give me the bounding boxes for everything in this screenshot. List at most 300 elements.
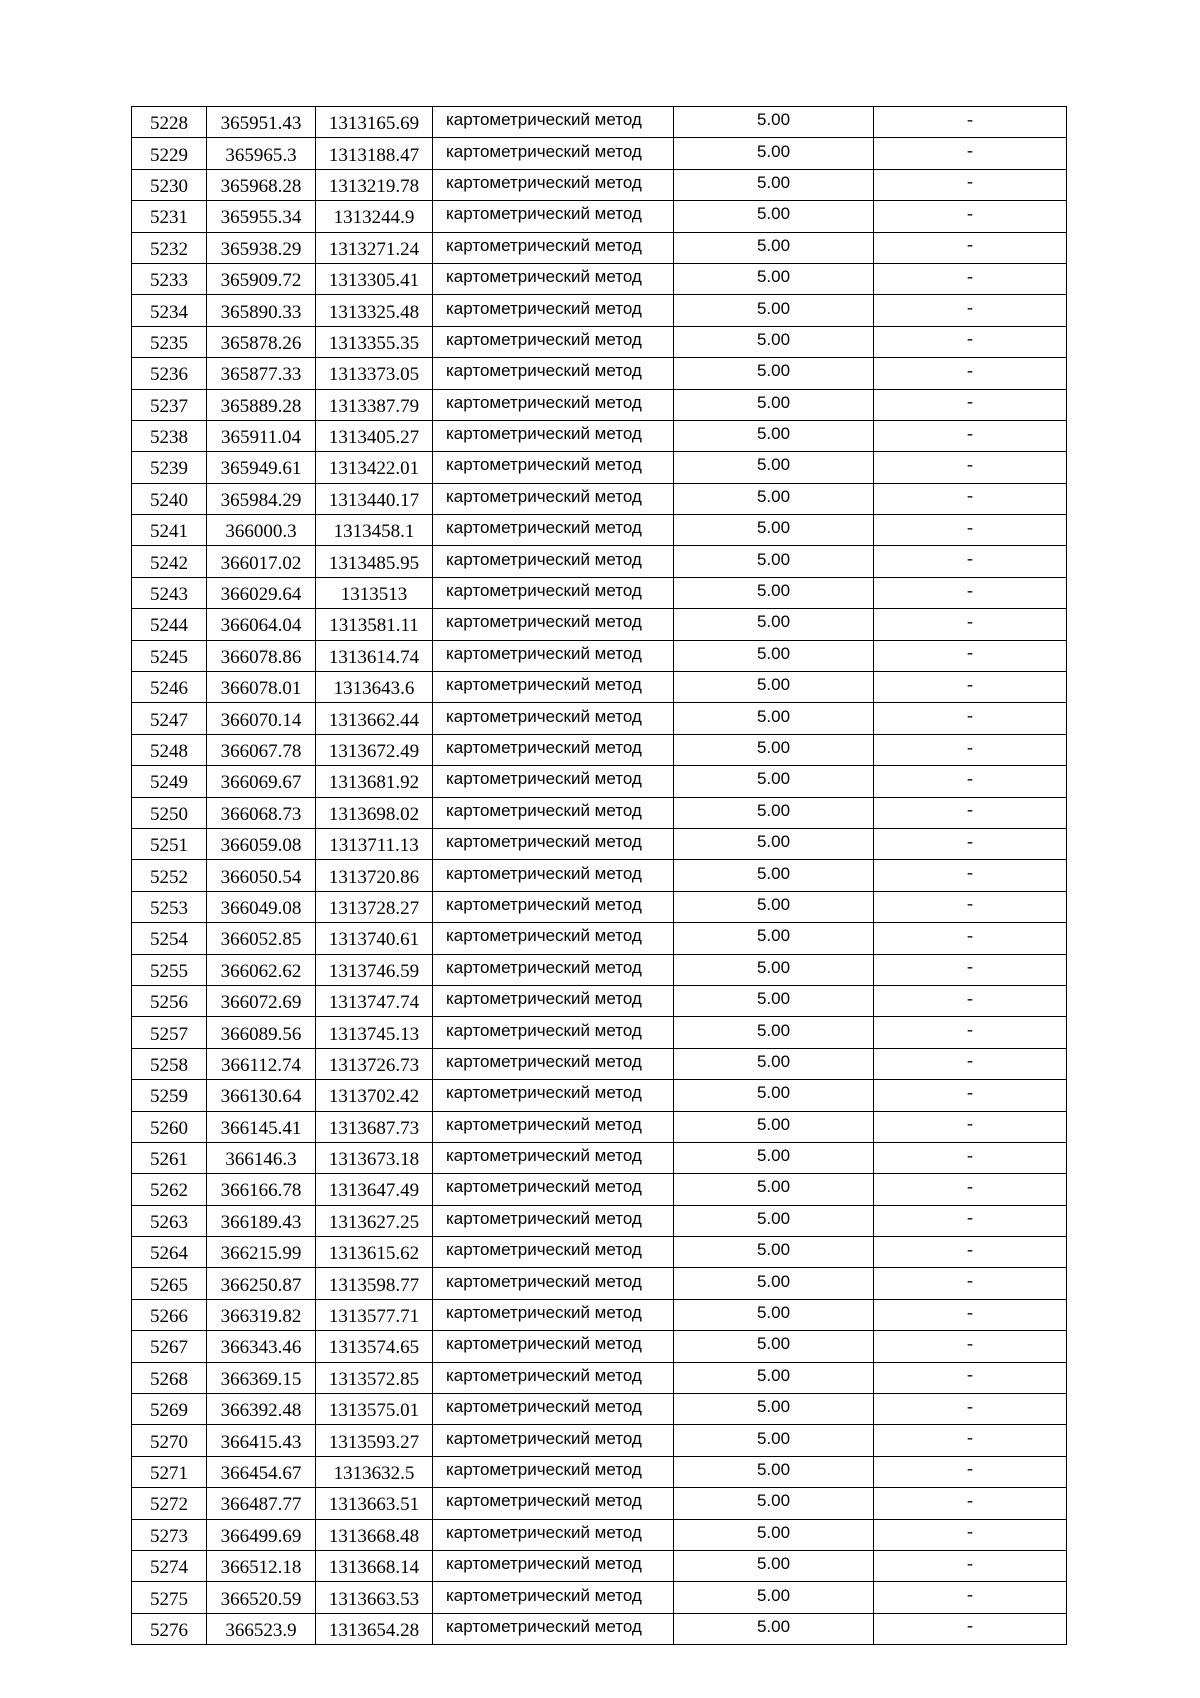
note-cell: - [874,515,1067,546]
table-row [132,515,1067,546]
x-coordinate-cell: 365965.3 [207,138,316,169]
precision-cell: 5.00 [674,1205,874,1236]
method-cell: картометрический метод [433,1362,674,1393]
precision-cell: 5.00 [674,483,874,514]
x-coordinate-cell: 366062.62 [207,954,316,985]
point-number-cell: 5253 [132,891,207,922]
note-cell: - [874,703,1067,734]
y-coordinate-cell: 1313165.69 [316,107,433,138]
method-cell: картометрический метод [433,703,674,734]
note-cell: - [874,107,1067,138]
table-row [132,734,1067,765]
method-cell: картометрический метод [433,1425,674,1456]
point-number-cell: 5249 [132,766,207,797]
table-row [132,1048,1067,1079]
table-row [132,1299,1067,1330]
point-number-cell: 5229 [132,138,207,169]
precision-cell: 5.00 [674,1142,874,1173]
y-coordinate-cell: 1313647.49 [316,1174,433,1205]
table-row [132,546,1067,577]
x-coordinate-cell: 365911.04 [207,420,316,451]
table-row [132,672,1067,703]
note-cell: - [874,860,1067,891]
note-cell: - [874,546,1067,577]
point-number-cell: 5266 [132,1299,207,1330]
method-cell: картометрический метод [433,515,674,546]
note-cell: - [874,766,1067,797]
note-cell: - [874,1550,1067,1581]
x-coordinate-cell: 366067.78 [207,734,316,765]
note-cell: - [874,295,1067,326]
precision-cell: 5.00 [674,232,874,263]
x-coordinate-cell: 366215.99 [207,1237,316,1268]
precision-cell: 5.00 [674,1394,874,1425]
method-cell: картометрический метод [433,1582,674,1613]
y-coordinate-cell: 1313720.86 [316,860,433,891]
y-coordinate-cell: 1313614.74 [316,640,433,671]
y-coordinate-cell: 1313711.13 [316,828,433,859]
y-coordinate-cell: 1313673.18 [316,1142,433,1173]
point-number-cell: 5246 [132,672,207,703]
method-cell: картометрический метод [433,766,674,797]
method-cell: картометрический метод [433,672,674,703]
x-coordinate-cell: 365951.43 [207,107,316,138]
precision-cell: 5.00 [674,295,874,326]
method-cell: картометрический метод [433,1017,674,1048]
note-cell: - [874,1425,1067,1456]
table-row [132,703,1067,734]
y-coordinate-cell: 1313219.78 [316,169,433,200]
method-cell: картометрический метод [433,107,674,138]
y-coordinate-cell: 1313632.5 [316,1456,433,1487]
method-cell: картометрический метод [433,138,674,169]
y-coordinate-cell: 1313325.48 [316,295,433,326]
point-number-cell: 5247 [132,703,207,734]
table-row [132,640,1067,671]
x-coordinate-cell: 365984.29 [207,483,316,514]
method-cell: картометрический метод [433,797,674,828]
point-number-cell: 5265 [132,1268,207,1299]
table-row [132,1613,1067,1644]
precision-cell: 5.00 [674,1017,874,1048]
method-cell: картометрический метод [433,452,674,483]
precision-cell: 5.00 [674,546,874,577]
precision-cell: 5.00 [674,107,874,138]
point-number-cell: 5244 [132,609,207,640]
x-coordinate-cell: 365949.61 [207,452,316,483]
x-coordinate-cell: 366487.77 [207,1488,316,1519]
precision-cell: 5.00 [674,766,874,797]
table-row [132,1142,1067,1173]
precision-cell: 5.00 [674,860,874,891]
y-coordinate-cell: 1313654.28 [316,1613,433,1644]
note-cell: - [874,420,1067,451]
x-coordinate-cell: 366000.3 [207,515,316,546]
precision-cell: 5.00 [674,452,874,483]
precision-cell: 5.00 [674,138,874,169]
table-row [132,483,1067,514]
point-number-cell: 5243 [132,577,207,608]
precision-cell: 5.00 [674,640,874,671]
coordinates-table [131,106,1067,1645]
y-coordinate-cell: 1313698.02 [316,797,433,828]
y-coordinate-cell: 1313387.79 [316,389,433,420]
y-coordinate-cell: 1313271.24 [316,232,433,263]
note-cell: - [874,1048,1067,1079]
point-number-cell: 5262 [132,1174,207,1205]
point-number-cell: 5234 [132,295,207,326]
y-coordinate-cell: 1313687.73 [316,1111,433,1142]
x-coordinate-cell: 366392.48 [207,1394,316,1425]
x-coordinate-cell: 366319.82 [207,1299,316,1330]
point-number-cell: 5272 [132,1488,207,1519]
x-coordinate-cell: 365938.29 [207,232,316,263]
note-cell: - [874,985,1067,1016]
x-coordinate-cell: 365890.33 [207,295,316,326]
point-number-cell: 5241 [132,515,207,546]
method-cell: картометрический метод [433,1111,674,1142]
note-cell: - [874,232,1067,263]
y-coordinate-cell: 1313574.65 [316,1331,433,1362]
table-row [132,389,1067,420]
x-coordinate-cell: 365909.72 [207,263,316,294]
table-row [132,985,1067,1016]
y-coordinate-cell: 1313373.05 [316,358,433,389]
point-number-cell: 5267 [132,1331,207,1362]
y-coordinate-cell: 1313745.13 [316,1017,433,1048]
table-row [132,609,1067,640]
precision-cell: 5.00 [674,201,874,232]
note-cell: - [874,1205,1067,1236]
precision-cell: 5.00 [674,797,874,828]
method-cell: картометрический метод [433,1550,674,1581]
table-row [132,923,1067,954]
point-number-cell: 5239 [132,452,207,483]
y-coordinate-cell: 1313593.27 [316,1425,433,1456]
precision-cell: 5.00 [674,891,874,922]
table-row [132,1080,1067,1111]
precision-cell: 5.00 [674,420,874,451]
table-row [132,452,1067,483]
x-coordinate-cell: 366112.74 [207,1048,316,1079]
precision-cell: 5.00 [674,1174,874,1205]
method-cell: картометрический метод [433,326,674,357]
point-number-cell: 5261 [132,1142,207,1173]
note-cell: - [874,358,1067,389]
method-cell: картометрический метод [433,1174,674,1205]
table-row [132,891,1067,922]
point-number-cell: 5275 [132,1582,207,1613]
note-cell: - [874,1519,1067,1550]
point-number-cell: 5255 [132,954,207,985]
precision-cell: 5.00 [674,672,874,703]
precision-cell: 5.00 [674,326,874,357]
note-cell: - [874,577,1067,608]
y-coordinate-cell: 1313726.73 [316,1048,433,1079]
x-coordinate-cell: 366068.73 [207,797,316,828]
y-coordinate-cell: 1313513 [316,577,433,608]
method-cell: картометрический метод [433,954,674,985]
precision-cell: 5.00 [674,828,874,859]
method-cell: картометрический метод [433,1613,674,1644]
table-row [132,1519,1067,1550]
y-coordinate-cell: 1313663.51 [316,1488,433,1519]
precision-cell: 5.00 [674,169,874,200]
method-cell: картометрический метод [433,1331,674,1362]
method-cell: картометрический метод [433,263,674,294]
point-number-cell: 5248 [132,734,207,765]
precision-cell: 5.00 [674,358,874,389]
point-number-cell: 5245 [132,640,207,671]
note-cell: - [874,263,1067,294]
table-row [132,797,1067,828]
x-coordinate-cell: 366130.64 [207,1080,316,1111]
y-coordinate-cell: 1313643.6 [316,672,433,703]
point-number-cell: 5228 [132,107,207,138]
method-cell: картометрический метод [433,358,674,389]
precision-cell: 5.00 [674,1613,874,1644]
method-cell: картометрический метод [433,828,674,859]
point-number-cell: 5264 [132,1237,207,1268]
y-coordinate-cell: 1313598.77 [316,1268,433,1299]
y-coordinate-cell: 1313572.85 [316,1362,433,1393]
precision-cell: 5.00 [674,1488,874,1519]
x-coordinate-cell: 366064.04 [207,609,316,640]
y-coordinate-cell: 1313575.01 [316,1394,433,1425]
method-cell: картометрический метод [433,1394,674,1425]
point-number-cell: 5232 [132,232,207,263]
method-cell: картометрический метод [433,577,674,608]
method-cell: картометрический метод [433,483,674,514]
y-coordinate-cell: 1313672.49 [316,734,433,765]
x-coordinate-cell: 366250.87 [207,1268,316,1299]
x-coordinate-cell: 366017.02 [207,546,316,577]
precision-cell: 5.00 [674,703,874,734]
note-cell: - [874,609,1067,640]
x-coordinate-cell: 366072.69 [207,985,316,1016]
x-coordinate-cell: 365955.34 [207,201,316,232]
y-coordinate-cell: 1313355.35 [316,326,433,357]
note-cell: - [874,1142,1067,1173]
method-cell: картометрический метод [433,295,674,326]
x-coordinate-cell: 366029.64 [207,577,316,608]
x-coordinate-cell: 365968.28 [207,169,316,200]
x-coordinate-cell: 366166.78 [207,1174,316,1205]
table-row [132,860,1067,891]
precision-cell: 5.00 [674,389,874,420]
point-number-cell: 5242 [132,546,207,577]
table-row [132,138,1067,169]
y-coordinate-cell: 1313577.71 [316,1299,433,1330]
note-cell: - [874,954,1067,985]
note-cell: - [874,1394,1067,1425]
table-row [132,263,1067,294]
note-cell: - [874,640,1067,671]
note-cell: - [874,1237,1067,1268]
point-number-cell: 5250 [132,797,207,828]
precision-cell: 5.00 [674,1111,874,1142]
note-cell: - [874,1488,1067,1519]
y-coordinate-cell: 1313663.53 [316,1582,433,1613]
note-cell: - [874,201,1067,232]
method-cell: картометрический метод [433,232,674,263]
point-number-cell: 5231 [132,201,207,232]
table-row [132,1425,1067,1456]
x-coordinate-cell: 366070.14 [207,703,316,734]
note-cell: - [874,1613,1067,1644]
y-coordinate-cell: 1313244.9 [316,201,433,232]
note-cell: - [874,138,1067,169]
x-coordinate-cell: 366454.67 [207,1456,316,1487]
point-number-cell: 5240 [132,483,207,514]
y-coordinate-cell: 1313662.44 [316,703,433,734]
point-number-cell: 5235 [132,326,207,357]
table-row [132,232,1067,263]
point-number-cell: 5268 [132,1362,207,1393]
note-cell: - [874,1174,1067,1205]
method-cell: картометрический метод [433,1080,674,1111]
table-row [132,1362,1067,1393]
point-number-cell: 5274 [132,1550,207,1581]
x-coordinate-cell: 366146.3 [207,1142,316,1173]
precision-cell: 5.00 [674,1425,874,1456]
table-row [132,1582,1067,1613]
table-row [132,1456,1067,1487]
x-coordinate-cell: 366089.56 [207,1017,316,1048]
y-coordinate-cell: 1313740.61 [316,923,433,954]
x-coordinate-cell: 366078.86 [207,640,316,671]
x-coordinate-cell: 366145.41 [207,1111,316,1142]
table-row [132,420,1067,451]
point-number-cell: 5258 [132,1048,207,1079]
method-cell: картометрический метод [433,1519,674,1550]
y-coordinate-cell: 1313728.27 [316,891,433,922]
precision-cell: 5.00 [674,263,874,294]
note-cell: - [874,1299,1067,1330]
method-cell: картометрический метод [433,860,674,891]
method-cell: картометрический метод [433,169,674,200]
method-cell: картометрический метод [433,1268,674,1299]
x-coordinate-cell: 365877.33 [207,358,316,389]
precision-cell: 5.00 [674,1331,874,1362]
point-number-cell: 5252 [132,860,207,891]
method-cell: картометрический метод [433,734,674,765]
precision-cell: 5.00 [674,1519,874,1550]
point-number-cell: 5273 [132,1519,207,1550]
precision-cell: 5.00 [674,577,874,608]
x-coordinate-cell: 366520.59 [207,1582,316,1613]
point-number-cell: 5263 [132,1205,207,1236]
y-coordinate-cell: 1313668.14 [316,1550,433,1581]
method-cell: картометрический метод [433,891,674,922]
y-coordinate-cell: 1313681.92 [316,766,433,797]
method-cell: картометрический метод [433,1142,674,1173]
table-row [132,1268,1067,1299]
point-number-cell: 5251 [132,828,207,859]
y-coordinate-cell: 1313458.1 [316,515,433,546]
precision-cell: 5.00 [674,1362,874,1393]
precision-cell: 5.00 [674,1299,874,1330]
method-cell: картометрический метод [433,420,674,451]
point-number-cell: 5276 [132,1613,207,1644]
x-coordinate-cell: 366189.43 [207,1205,316,1236]
table-row [132,954,1067,985]
table-row [132,577,1067,608]
note-cell: - [874,326,1067,357]
precision-cell: 5.00 [674,1582,874,1613]
y-coordinate-cell: 1313485.95 [316,546,433,577]
y-coordinate-cell: 1313405.27 [316,420,433,451]
method-cell: картометрический метод [433,1237,674,1268]
table-row [132,1331,1067,1362]
y-coordinate-cell: 1313747.74 [316,985,433,1016]
x-coordinate-cell: 366415.43 [207,1425,316,1456]
note-cell: - [874,734,1067,765]
table-row [132,169,1067,200]
table-row [132,295,1067,326]
table-row [132,1237,1067,1268]
method-cell: картометрический метод [433,1299,674,1330]
table-row [132,1205,1067,1236]
method-cell: картометрический метод [433,1488,674,1519]
note-cell: - [874,1331,1067,1362]
note-cell: - [874,483,1067,514]
point-number-cell: 5270 [132,1425,207,1456]
y-coordinate-cell: 1313422.01 [316,452,433,483]
method-cell: картометрический метод [433,609,674,640]
note-cell: - [874,1111,1067,1142]
precision-cell: 5.00 [674,609,874,640]
note-cell: - [874,389,1067,420]
precision-cell: 5.00 [674,985,874,1016]
x-coordinate-cell: 366049.08 [207,891,316,922]
method-cell: картометрический метод [433,985,674,1016]
x-coordinate-cell: 366078.01 [207,672,316,703]
table-row [132,201,1067,232]
precision-cell: 5.00 [674,1268,874,1299]
precision-cell: 5.00 [674,1048,874,1079]
note-cell: - [874,1582,1067,1613]
method-cell: картометрический метод [433,389,674,420]
point-number-cell: 5260 [132,1111,207,1142]
note-cell: - [874,672,1067,703]
method-cell: картометрический метод [433,546,674,577]
note-cell: - [874,1268,1067,1299]
method-cell: картометрический метод [433,923,674,954]
table-row [132,1488,1067,1519]
note-cell: - [874,891,1067,922]
precision-cell: 5.00 [674,1080,874,1111]
y-coordinate-cell: 1313668.48 [316,1519,433,1550]
x-coordinate-cell: 366050.54 [207,860,316,891]
method-cell: картометрический метод [433,1456,674,1487]
y-coordinate-cell: 1313305.41 [316,263,433,294]
y-coordinate-cell: 1313581.11 [316,609,433,640]
x-coordinate-cell: 366499.69 [207,1519,316,1550]
table-row [132,1111,1067,1142]
note-cell: - [874,1080,1067,1111]
precision-cell: 5.00 [674,954,874,985]
method-cell: картометрический метод [433,1048,674,1079]
x-coordinate-cell: 366059.08 [207,828,316,859]
y-coordinate-cell: 1313746.59 [316,954,433,985]
x-coordinate-cell: 366052.85 [207,923,316,954]
note-cell: - [874,1362,1067,1393]
precision-cell: 5.00 [674,923,874,954]
table-row [132,1174,1067,1205]
table-row [132,766,1067,797]
table-row [132,326,1067,357]
